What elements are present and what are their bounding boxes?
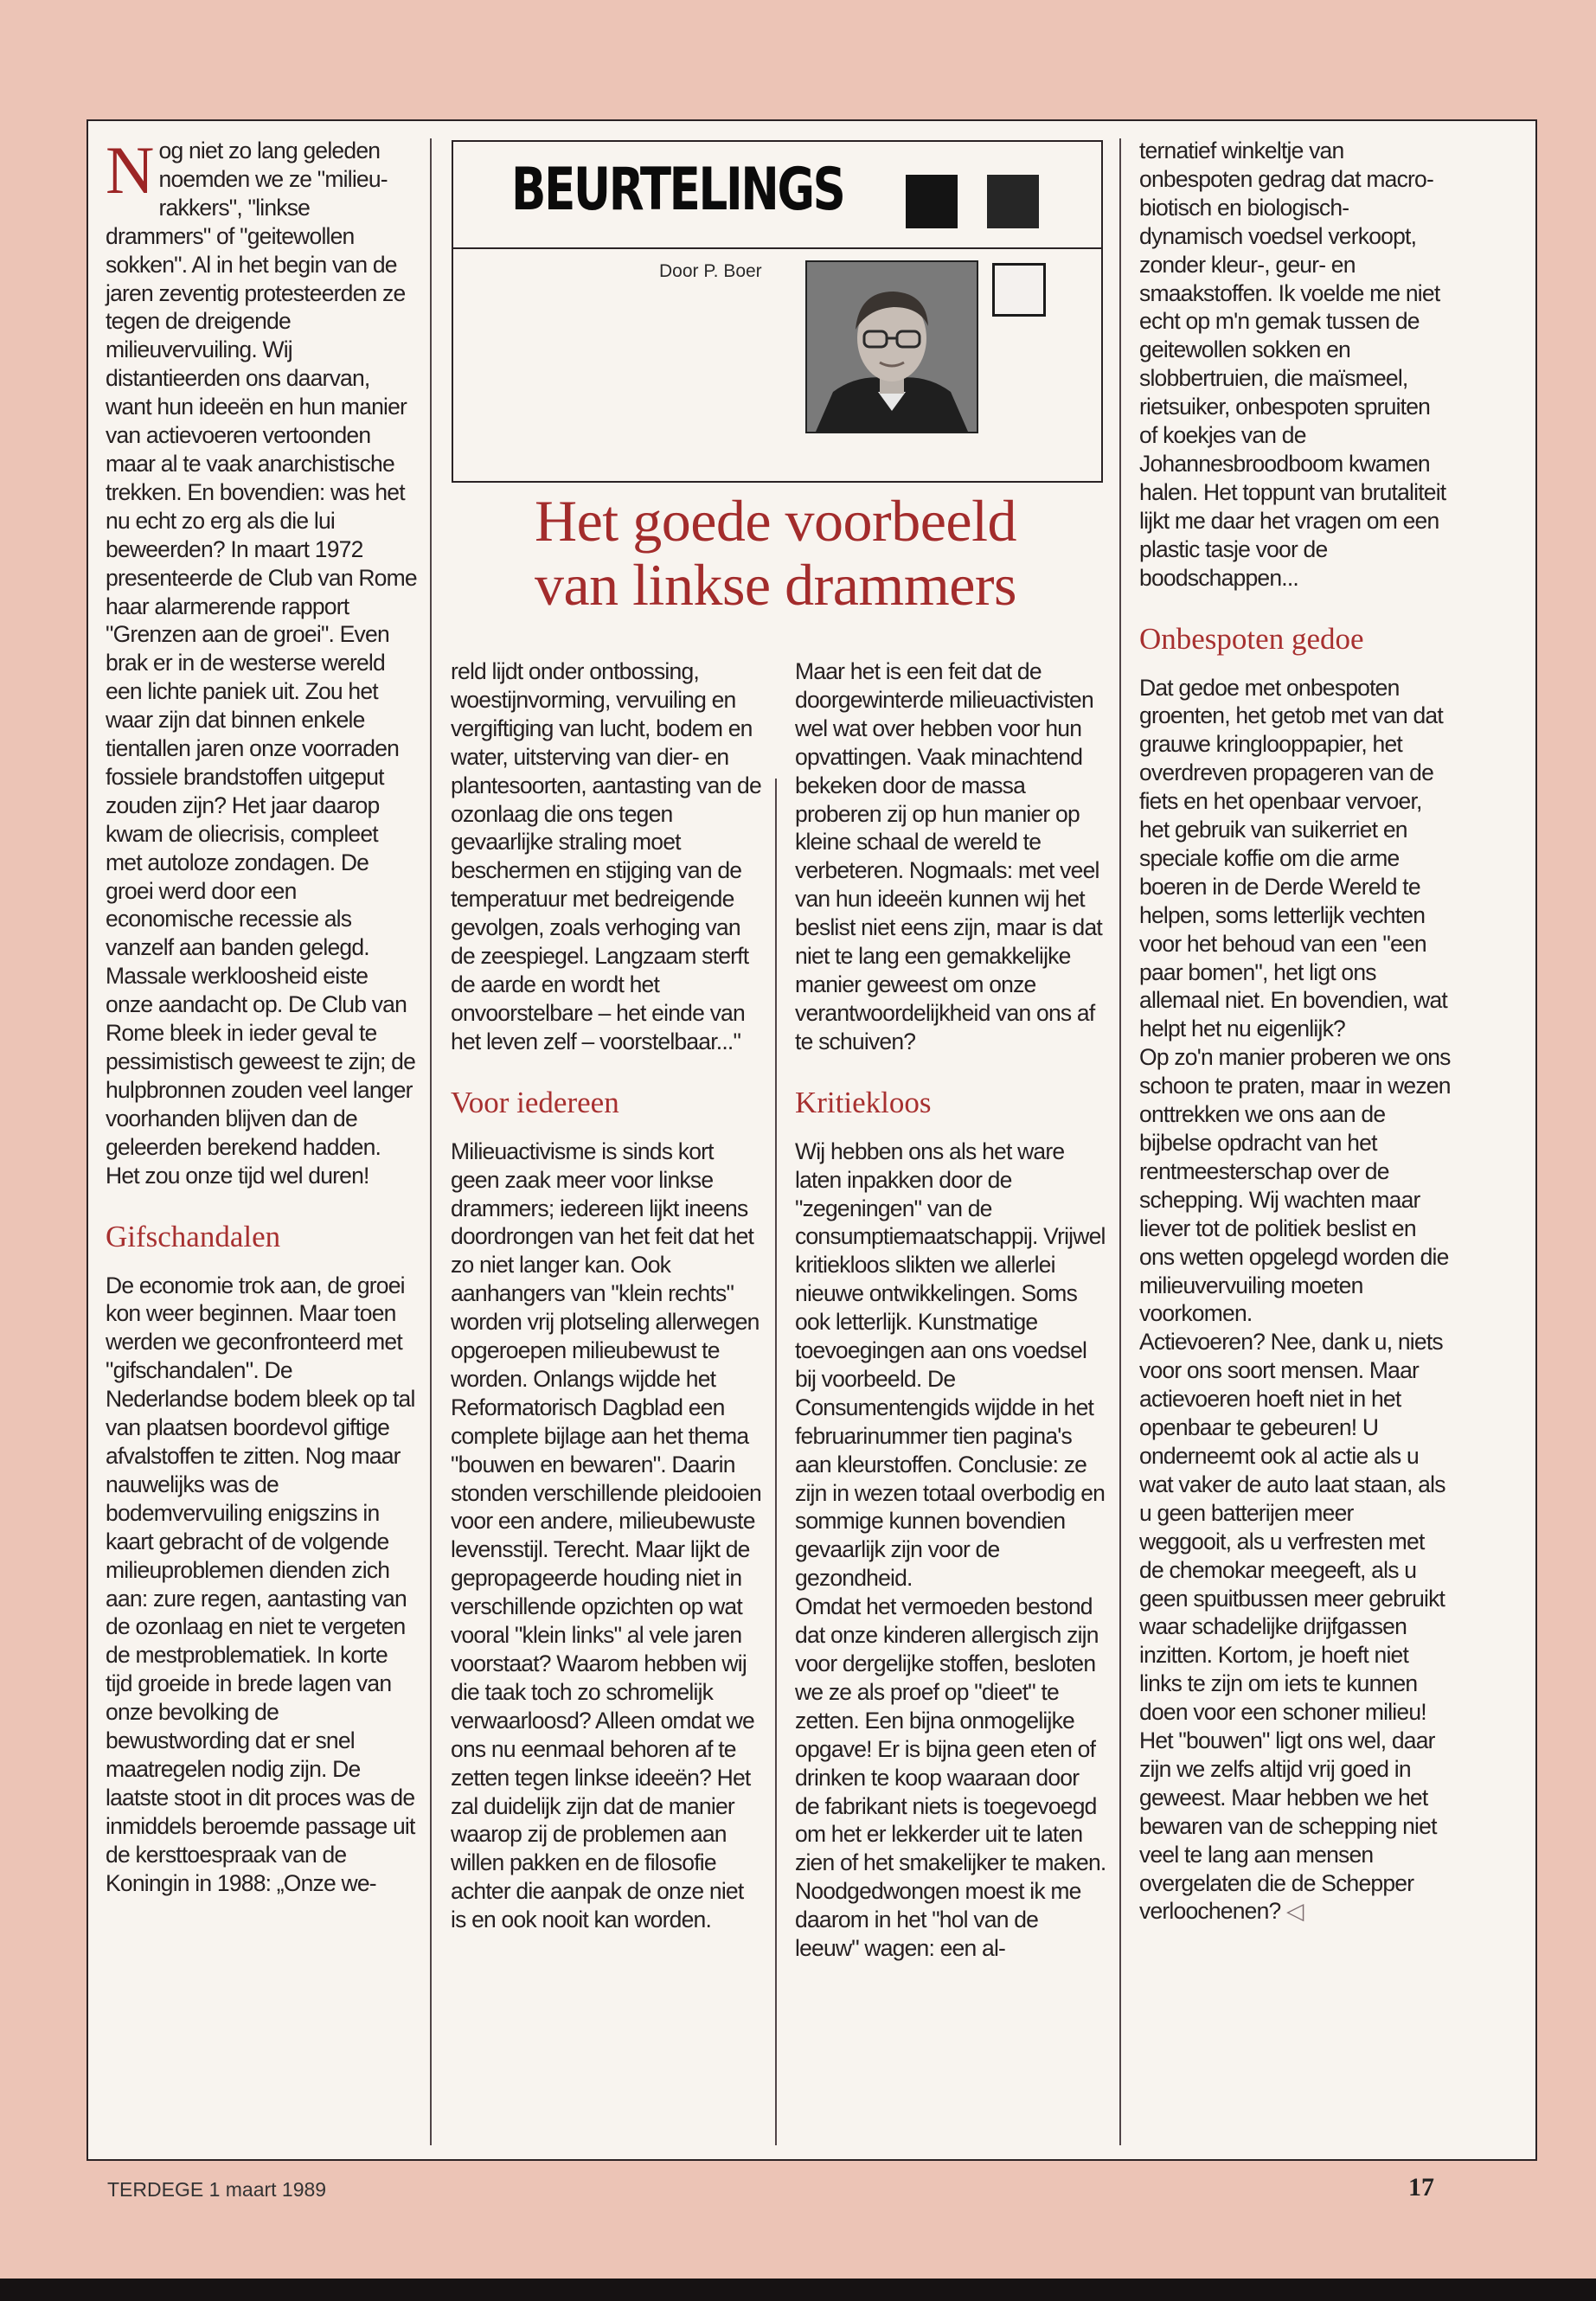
black-square-icon bbox=[906, 175, 958, 228]
outline-square-icon bbox=[992, 263, 1046, 317]
subheading: Kritiekloos bbox=[795, 1085, 932, 1119]
page-number: 17 bbox=[1408, 2173, 1434, 2202]
paragraph: ternatief winkeltje van onbespoten gedrag dat macro-biotisch en biologisch-dynamisch voedsel verkoopt, zonder kleur-, geur- en smaakstoffen. Ik voelde me niet echt op m'n gemak tussen de geitewollen sokken en slobbertruien, die maïsmeel, rietsuiker, onbespoten spruiten of koekjes van de Johannesbroodboom kwamen halen. Het toppunt van brutaliteit lijkt me daar het vragen om een plastic tasje voor de boodschappen... bbox=[1139, 138, 1446, 591]
footer-publication: TERDEGE 1 maart 1989 bbox=[107, 2178, 327, 2201]
article-headline bbox=[452, 489, 1099, 617]
column-divider bbox=[1119, 138, 1121, 2145]
subheading: Onbespoten gedoe bbox=[1139, 621, 1364, 656]
column-masthead bbox=[452, 140, 1103, 483]
column-2 bbox=[451, 657, 762, 1934]
paragraph: og niet zo lang geleden noemden we ze "milieu-rakkers", "linkse drammers" of "geitewollen sokken". Al in het begin van de jaren zeventig protesteerden ze tegen de dreigende milieuvervuiling. Wij distantieerden ons daarvan, want hun ideeën en hun manier van actievoeren vertoonden maar al te vaak anarchistische trekken. En bovendien: was het nu echt zo erg als die lui beweerden? In maart 1972 presenteerde de Club van Rome haar alarmerende rapport "Grenzen aan de groei". Even brak er in de westerse wereld een lichte paniek uit. Zou het waar zijn dat binnen enkele tientallen jaren onze voorraden fossiele brandstoffen uitgeput zouden zijn? Het jaar daarop kwam de oliecrisis, compleet met autoloze zondagen. De groei werd door een economische recessie als vanzelf aan banden gelegd. Massale werkloosheid eiste onze aandacht op. De Club van Rome bleek in ieder geval te pessimistisch geweest te zijn; de hulpbronnen zouden veel langer voorhanden blijven dan de geleerden berekend hadden. Het zou onze tijd wel duren! bbox=[106, 138, 417, 1189]
paragraph: Maar het is een feit dat de doorgewinterde milieuactivisten wel wat over hebben voor hun opvattingen. Vaak minachtend bekeken door de massa proberen zij op hun manier op kleine schaal de wereld te verbeteren. Nogmaals: met veel van hun ideeën kunnen wij het beslist niet eens zijn, maar is dat niet te lang een gemakkelijke manier geweest om onze verantwoordelijkheid van ons af te schuiven? bbox=[795, 658, 1102, 1054]
paragraph-text: Dat gedoe met onbespoten groenten, het getob met van dat grauwe kringlooppapier, het overdreven propageren van de fiets en het openbaar vervoer, het gebruik van suikerriet en speciale koffie om die arme boeren in de Derde Wereld te helpen, soms letterlijk vechten voor het behoud van een "een paar bomen", het ligt ons allemaal niet. En bovendien, wat helpt het nu eigenlijk? Op zo'n manier proberen we ons schoon te praten, maar in wezen onttrekken we ons aan de bijbelse opdracht van het rentmeesterschap over de schepping. Wij wachten maar liever tot de politiek beslist en ons wetten opgelegd worden die milieuvervuiling moeten voorkomen. Actievoeren? Nee, dank u, niets voor ons soort mensen. Maar actievoeren hoeft niet in het openbaar te gebeuren! U onderneemt ook al actie als u wat vaker de auto laat staan, als u geen batterijen meer weggooit, als u verfresten met de chemokar meegeeft, als u geen spuitbussen meer gebruikt waar schadelijke drijfgassen inzitten. Kortom, je hoeft niet links te zijn om iets te kunnen doen voor een schoner milieu! Het "bouwen" ligt ons wel, daar zijn we zelfs altijd vrij goed in geweest. Maar hebben we het bewaren van de schepping niet veel te lang aan mensen overgelaten die de Schepper verloochenen? bbox=[1139, 674, 1451, 1925]
paragraph: Milieuactivisme is sinds kort geen zaak meer voor linkse drammers; iedereen lijkt ineens doordrongen van het feit dat het zo niet langer kan. Ook aanhangers van "klein rechts" worden vrij plotseling allerwegen opgeroepen milieubewust te worden. Onlangs wijdde het Reformatorisch Dagblad een complete bijlage aan het thema "bouwen en bewaren". Daarin stonden verschillende pleidooien voor een andere, milieubewuste levensstijl. Terecht. Maar lijkt de gepropageerde houding niet in verschillende opzichten op wat vooral "klein links" al vele jaren voorstaat? Waarom hebben wij die taak toch zo schromelijk verwaarloosd? Alleen omdat we ons nu eenmaal behoren af te zetten tegen linkse ideeën? Het zal duidelijk zijn dat de manier waarop zij de problemen aan willen pakken en de filosofie achter die aanpak de onze niet is en ook nooit kan worden. bbox=[451, 1138, 761, 1933]
end-mark-icon: ◁ bbox=[1286, 1898, 1304, 1925]
article-frame bbox=[87, 119, 1537, 2161]
paragraph: De economie trok aan, de groei kon weer beginnen. Maar toen werden we geconfronteerd met "gifschandalen". De Nederlandse bodem bleek op tal van plaatsen boordevol giftige afvalstoffen te zitten. Nog maar nauwelijks was de bodemvervuiling enigszins in kaart gebracht of de volgende milieuproblemen dienden zich aan: zure regen, aantasting van de ozonlaag en niet te vergeten de mestproblematiek. In korte tijd groeide in brede lagen van onze bevolking de bewustwording dat er snel maatregelen nodig zijn. De laatste stoot in dit proces was de inmiddels beroemde passage uit de kersttoespraak van de Koningin in 1988: „Onze we- bbox=[106, 1272, 415, 1896]
masthead-banner bbox=[453, 142, 1101, 249]
column-divider bbox=[430, 138, 432, 2145]
column-3 bbox=[795, 657, 1106, 1963]
drop-cap: N bbox=[106, 132, 154, 208]
subheading: Voor iedereen bbox=[451, 1085, 619, 1119]
paragraph bbox=[1139, 674, 1451, 1926]
subheading: Gifschandalen bbox=[106, 1219, 281, 1253]
column-4 bbox=[1139, 137, 1451, 1926]
headline-line: van linkse drammers bbox=[534, 552, 1016, 618]
column-divider bbox=[775, 779, 777, 2145]
dark-square-icon bbox=[987, 175, 1039, 228]
paragraph: reld lijdt onder ontbossing, woestijnvorming, vervuiling en vergiftiging van lucht, bodem en water, uitsterving van dier- en plantesoorten, aantasting van de ozonlaag die ons tegen gevaarlijke straling moet beschermen en stijging van de temperatuur met bedreigende gevolgen, zoals verhoging van de zeespiegel. Langzaam sterft de aarde en wordt het onvoorstelbare – het einde van het leven zelf – voorstelbaar..." bbox=[451, 658, 761, 1054]
page-edge bbox=[0, 2279, 1596, 2301]
paragraph: Wij hebben ons als het ware laten inpakken door de "zegeningen" van de consumptiemaatschappij. Vrijwel kritiekloos slikten we allerlei nieuwe ontwikkelingen. Soms ook letterlijk. Kunstmatige toevoegingen aan ons voedsel bij voorbeeld. De Consumentengids wijdde in het februarinummer tien pagina's aan kleurstoffen. Conclusie: ze zijn in wezen totaal overbodig en sommige kunnen bovendien gevaarlijk zijn voor de gezondheid. Omdat het vermoeden bestond dat onze kinderen allergisch zijn voor dergelijke stoffen, besloten we ze als proef op "dieet" te zetten. Een bijna onmogelijke opgave! Er is bijna geen eten of drinken te koop waaraan door de fabrikant niets is toegevoegd om het er lekkerder uit te laten zien of het smakelijker te maken. Noodgedwongen moest ik me daarom in het "hol van de leeuw" wagen: een al- bbox=[795, 1138, 1106, 1962]
author-portrait bbox=[805, 260, 978, 433]
column-1 bbox=[106, 132, 417, 1897]
column-title: BEURTELINGS bbox=[511, 156, 844, 224]
headline-line: Het goede voorbeeld bbox=[535, 488, 1016, 554]
author-byline: Door P. Boer bbox=[659, 261, 762, 281]
